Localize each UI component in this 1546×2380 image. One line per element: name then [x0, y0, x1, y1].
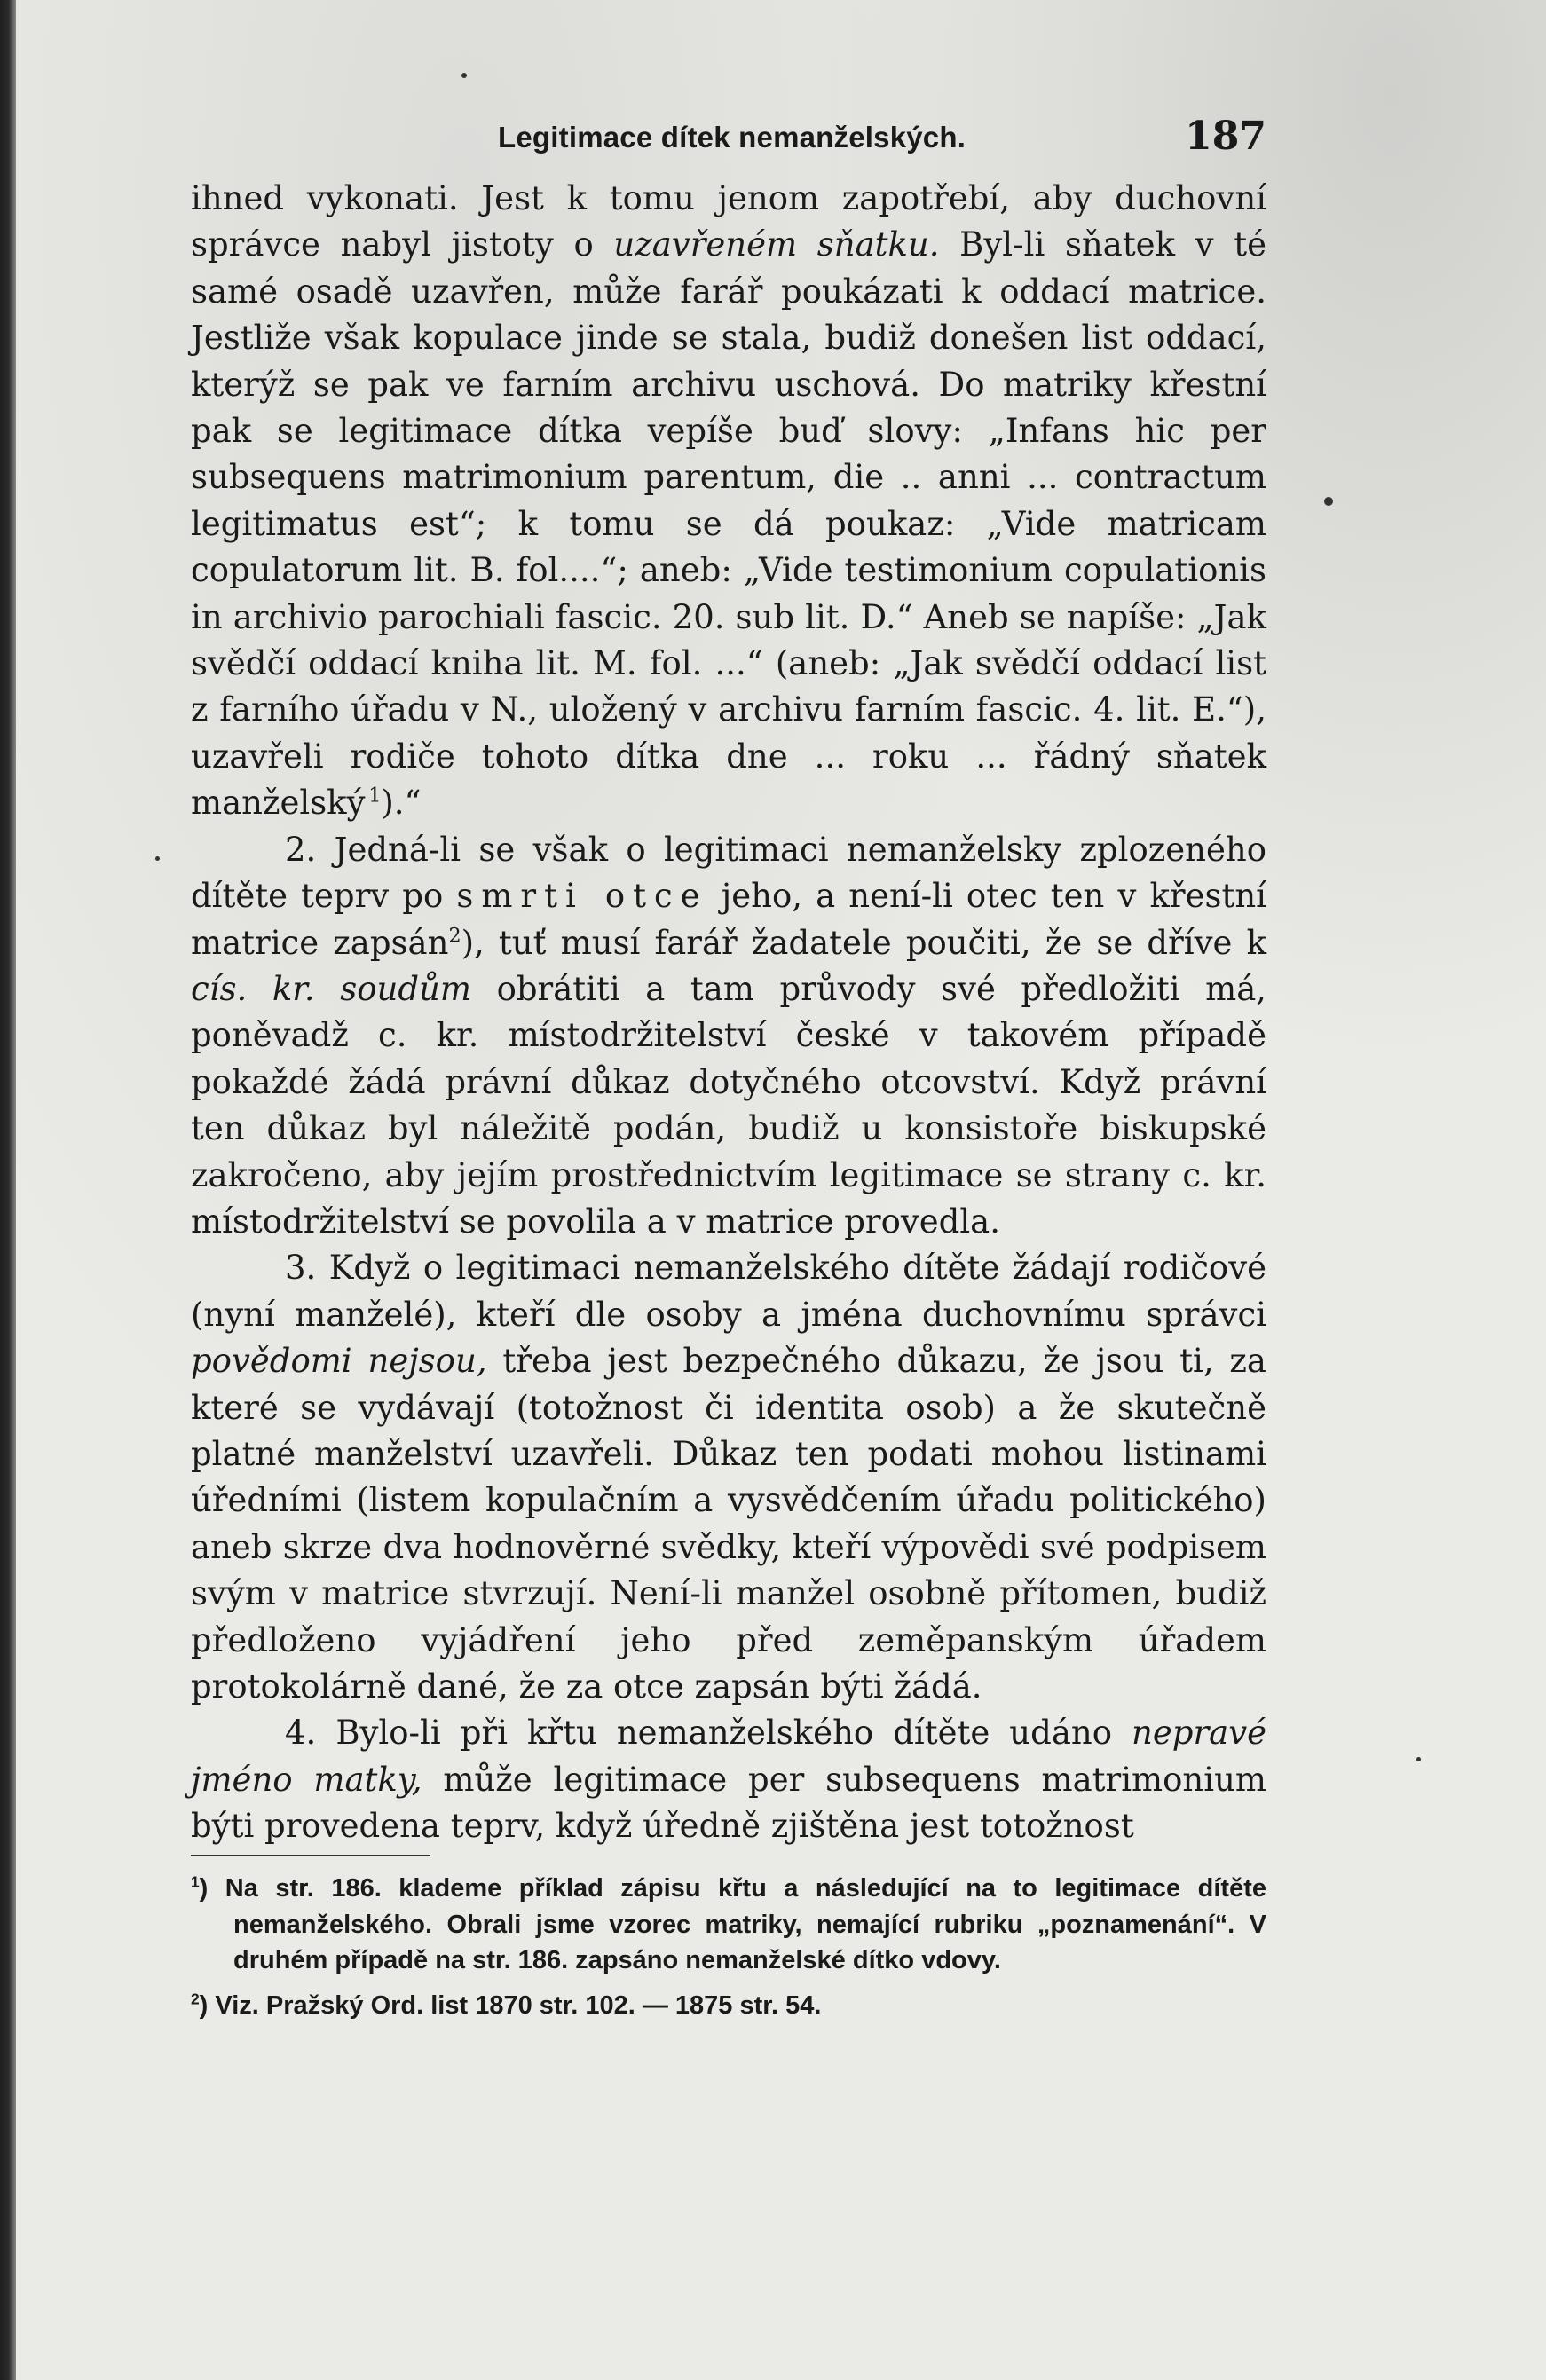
footnote-2: $^2$) Viz. Pražský Ord. list 1870 str. 102. — 1875 str. 54. [191, 1989, 822, 2020]
paragraph-3: 3. Když o legitimaci nemanželského dítěte žádají rodičové (nyní manželé), kteří dle osoby a jména duchovnímu správci povědomi nejsou, třeba jest bezpečného důkazu, že jsou ti, za které se vydávají (totožnost či identita osob) a že skutečně platné manželství uzavřeli. Důkaz ten podati mohou listinami úředními (listem kopulačním a vysvědčením úřadu politického) aneb skrze dva hodnověrné svědky, kteří výpovědi své podpisem svým v matrice stvrzují. Není-li manžel osobně přítomen, budiž předloženo vyjádření jeho před zeměpanským úřadem protokolárně dané, že za otce zapsán býti žádá. [191, 1249, 1266, 1706]
page-header [191, 114, 1266, 167]
footnote-ref-1: 1 [368, 784, 382, 808]
footnotes [191, 1871, 1266, 2032]
footnote-ref-2: 2 [448, 924, 461, 948]
footnote-marker: 1 [191, 1872, 200, 1891]
emphasis: nepravé jméno matky, [191, 1714, 1266, 1799]
running-title: Legitimace dítek nemanželských. [498, 121, 966, 154]
emphasis: povědomi nejsou, [191, 1342, 487, 1381]
emphasis: uzavřeném sňatku. [613, 225, 940, 264]
emphasis: cís. kr. soudům [191, 969, 471, 1008]
paragraph-4: 4. Bylo-li při křtu nemanželského dítěte udáno nepravé jméno matky, může legitimace per subsequens matrimonium býti provedena teprv, když úředně zjištěna jest totožnost [191, 1714, 1266, 1846]
page-number: 187 [1185, 114, 1266, 159]
ink-speck [1416, 1757, 1421, 1761]
body-text [191, 176, 1266, 1850]
spaced-emphasis: smrti otce [456, 877, 708, 916]
footnote-divider [191, 1855, 430, 1856]
footnote-1: $^1$) Na str. 186. klademe příklad zápisu křtu a následující na to legitimace dítěte nemanželského. Obrali jsme vzorec matriky, nemající rubriku „poznamenání“. V druhém případě na str. 186. zapsáno nemanželské dítko vdovy. [191, 1872, 1266, 1974]
paragraph-2: 2. Jedná-li se však o legitimaci nemanželsky zplozeného dítěte teprv po smrti otce jeho, a není-li otec ten v křestní matrice zapsán$^2$), tuť musí farář žadatele poučiti, že se dříve k cís. kr. soudům obrátiti a tam průvody své předložiti má, poněvadž c. kr. místodržitelství české v takovém případě pokaždé žádá právní důkaz dotyčného otcovství. Když právní ten důkaz byl náležitě podán, budiž u konsistoře biskupské zakročeno, aby jejím prostřednictvím legitimace se strany c. kr. místodržitelství se povolila a v matrice provedla. [191, 830, 1267, 1241]
footnote-marker: 2 [191, 1989, 200, 2007]
paragraph-1: ihned vykonati. Jest k tomu jenom zapotřebí, aby duchovní správce nabyl jistoty o uzavřeném sňatku. Byl-li sňatek v té samé osadě uzavřen, může farář poukázati k oddací matrice. Jestliže však kopulace jinde se stala, budiž donešen list oddací, kterýž se pak ve farním archivu uschová. Do matriky křestní pak se legitimace dítka vepíše buď slovy: „Infans hic per subsequens matrimonium parentum, die .. anni ... contractum legitimatus est“; k tomu se dá poukaz: „Vide matricam copulatorum lit. B. fol....“; aneb: „Vide testimonium copulationis in archivio parochiali fascic. 20. sub lit. D.“ Aneb se napíše: „Jak svědčí oddací kniha lit. M. fol. ...“ (aneb: „Jak svědčí oddací list z farního úřadu v N., uložený v archivu farním fascic. 4. lit. E.“), uzavřeli rodiče tohoto dítka dne ... roku ... řádný sňatek manželský $^1$).“ [191, 179, 1267, 823]
ink-speck [461, 73, 467, 78]
ink-speck [1324, 497, 1333, 506]
ink-speck [155, 856, 160, 861]
page-edge-shadow [0, 0, 16, 2380]
